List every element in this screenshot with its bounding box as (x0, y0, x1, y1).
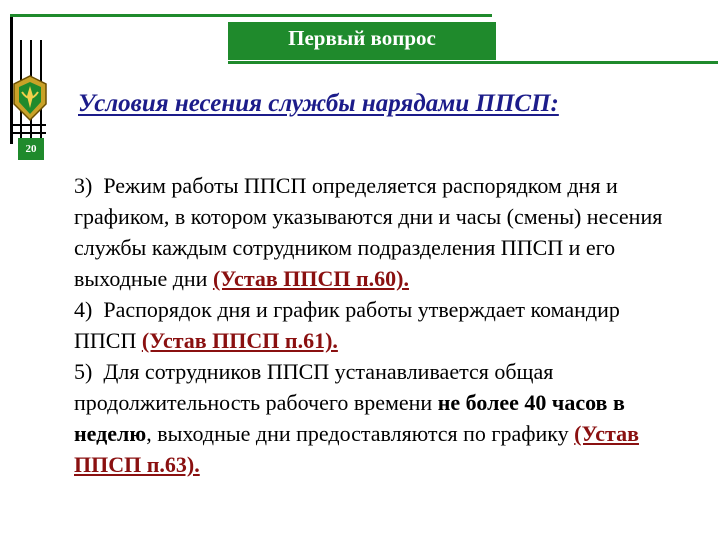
body-content (74, 170, 674, 480)
item-number: 5) (74, 359, 93, 384)
item-text: Распорядок дня и график работы утверждает командир ППСП (74, 297, 620, 353)
title-top-rule (10, 14, 492, 17)
slide-number-badge: 20 (18, 138, 44, 160)
horizontal-rule (10, 132, 46, 134)
item-text: Для сотрудников ППСП устанавливается общая продолжительность рабочего времени (74, 359, 554, 415)
title-bottom-rule (228, 61, 718, 64)
slide-subtitle: Условия несения службы нарядами ППСП: (78, 90, 559, 117)
slide-title: Первый вопрос (288, 26, 436, 50)
list-item (74, 356, 674, 480)
item-text: Режим работы ППСП определяется распорядком дня и графиком, в котором указываются дни и часы (смены) несения службы каждым сотрудником подразделения ППСП и его выходные дни (74, 173, 663, 291)
emphasized-text: не более 40 часов в неделю (74, 390, 625, 446)
list-item (74, 170, 674, 294)
emblem-icon (10, 74, 50, 122)
item-number: 4) (74, 297, 93, 322)
charter-reference: (Устав ППСП п.60). (212, 266, 409, 291)
charter-reference: (Устав ППСП п.63). (74, 421, 639, 477)
item-text-after: , выходные дни предоставляются по графику (146, 421, 575, 446)
charter-reference: (Устав ППСП п.61). (141, 328, 338, 353)
item-number: 3) (74, 173, 93, 198)
horizontal-rule (10, 124, 46, 126)
list-item (74, 294, 674, 356)
